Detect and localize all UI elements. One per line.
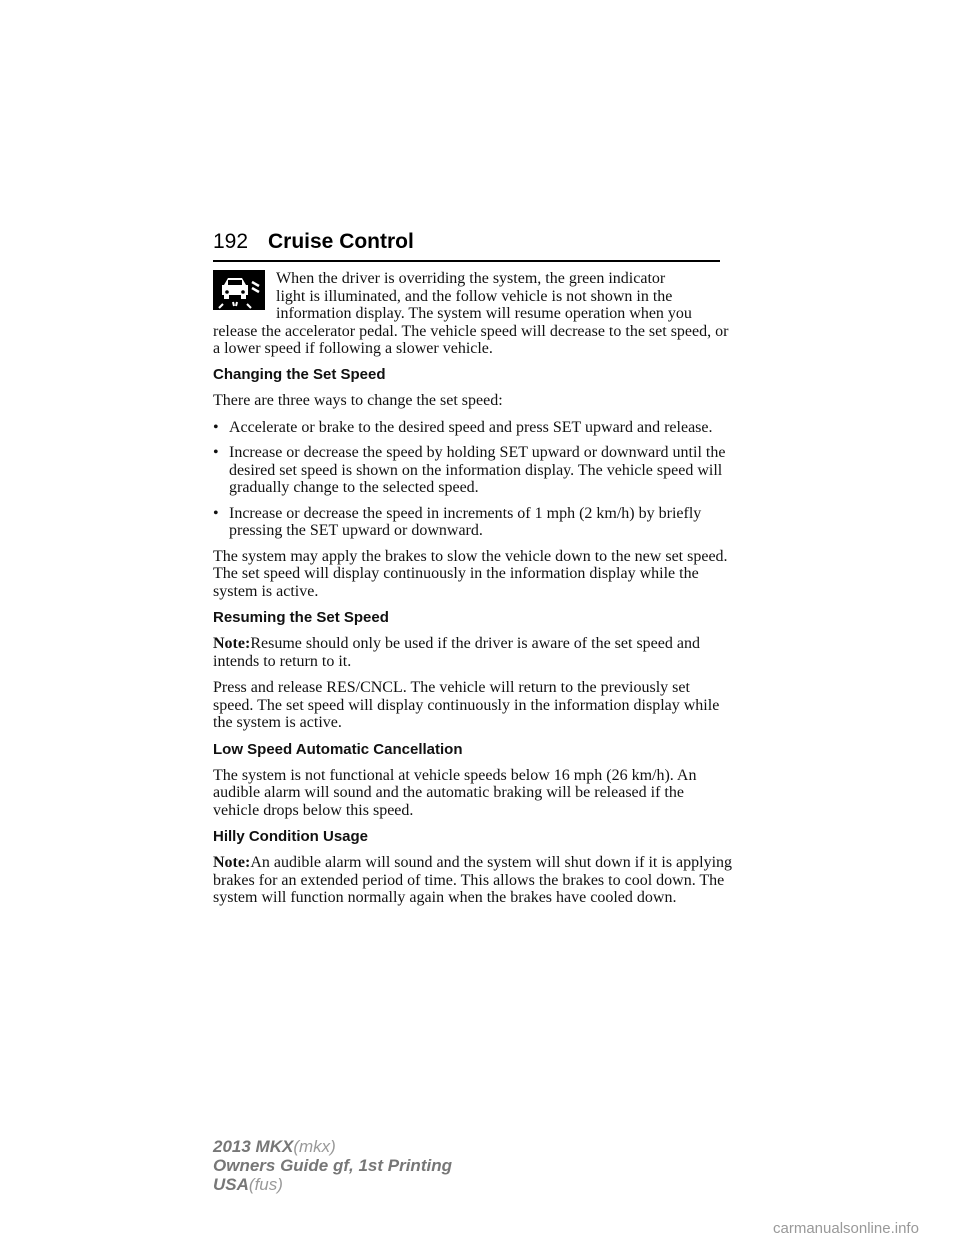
note-label: Note: bbox=[213, 854, 251, 871]
intro-line: light is illuminated, and the follow vehicle is not shown in the bbox=[276, 287, 673, 305]
intro-paragraph bbox=[213, 270, 733, 358]
list-item bbox=[213, 444, 733, 497]
footer-market: USA bbox=[213, 1175, 249, 1194]
list-item bbox=[213, 505, 733, 540]
section-paragraph: The system may apply the brakes to slow the vehicle down to the new set speed. The set speed will display continuously in the information display while the system is active. bbox=[213, 547, 728, 600]
intro-line: information display. The system will resume operation when you bbox=[276, 305, 692, 322]
note-text: Resume should only be used if the driver is aware of the set speed and intends to return to it. bbox=[213, 635, 700, 670]
page-footer bbox=[213, 1137, 452, 1194]
section-paragraph: Press and release RES/CNCL. The vehicle will return to the previously set speed. The set speed will display continuously in the information display while the system is active. bbox=[213, 679, 720, 731]
bullet-icon: • bbox=[213, 418, 219, 436]
footer-market-code: (fus) bbox=[248, 1175, 283, 1194]
footer-model: 2013 MKX bbox=[213, 1137, 294, 1156]
bullet-icon: • bbox=[213, 444, 219, 461]
section-heading: Hilly Condition Usage bbox=[213, 828, 369, 845]
intro-line: When the driver is overriding the system, the green indicator bbox=[276, 270, 666, 287]
list-item bbox=[213, 419, 733, 437]
section-heading: Changing the Set Speed bbox=[213, 366, 386, 383]
footer-model-code: (mkx) bbox=[293, 1137, 336, 1156]
page-header bbox=[213, 230, 720, 262]
footer-line bbox=[213, 1137, 452, 1156]
intro-rest: release the accelerator pedal. The vehicle speed will decrease to the set speed, or a lower speed if following a slower vehicle. bbox=[213, 322, 729, 357]
footer-guide: Owners Guide gf, 1st Printing bbox=[213, 1156, 452, 1175]
main-content bbox=[213, 366, 733, 916]
bullet-text: Increase or decrease the speed by holding SET upward or downward until the desired set speed is shown on the information display. The vehicle speed will gradually change to the selected speed. bbox=[229, 444, 726, 496]
section-paragraph: There are three ways to change the set speed: bbox=[213, 392, 503, 409]
bullet-text: Accelerate or brake to the desired speed and press SET upward and release. bbox=[229, 418, 713, 436]
bullet-list bbox=[213, 419, 733, 540]
page-number: 192 bbox=[213, 230, 249, 253]
note-paragraph bbox=[213, 635, 733, 670]
page-title: Cruise Control bbox=[268, 230, 414, 253]
section-heading: Resuming the Set Speed bbox=[213, 609, 389, 626]
note-label: Note: bbox=[213, 635, 251, 652]
section-paragraph: The system is not functional at vehicle speeds below 16 mph (26 km/h). An audible alarm will sound and the automatic braking will be released if the vehicle drops below this speed. bbox=[213, 766, 697, 819]
bullet-text: Increase or decrease the speed in increments of 1 mph (2 km/h) by briefly pressing the SET upward or downward. bbox=[229, 504, 702, 539]
section-heading: Low Speed Automatic Cancellation bbox=[213, 740, 463, 758]
note-text: An audible alarm will sound and the system will shut down if it is applying brakes for an extended period of time. This allows the brakes to cool down. The system will function normally again when the brakes have cooled down. bbox=[213, 854, 733, 906]
footer-line bbox=[213, 1156, 452, 1175]
watermark: carmanualsonline.info bbox=[773, 1220, 919, 1237]
note-paragraph bbox=[213, 854, 733, 907]
footer-line bbox=[213, 1175, 452, 1194]
bullet-icon: • bbox=[213, 504, 219, 522]
